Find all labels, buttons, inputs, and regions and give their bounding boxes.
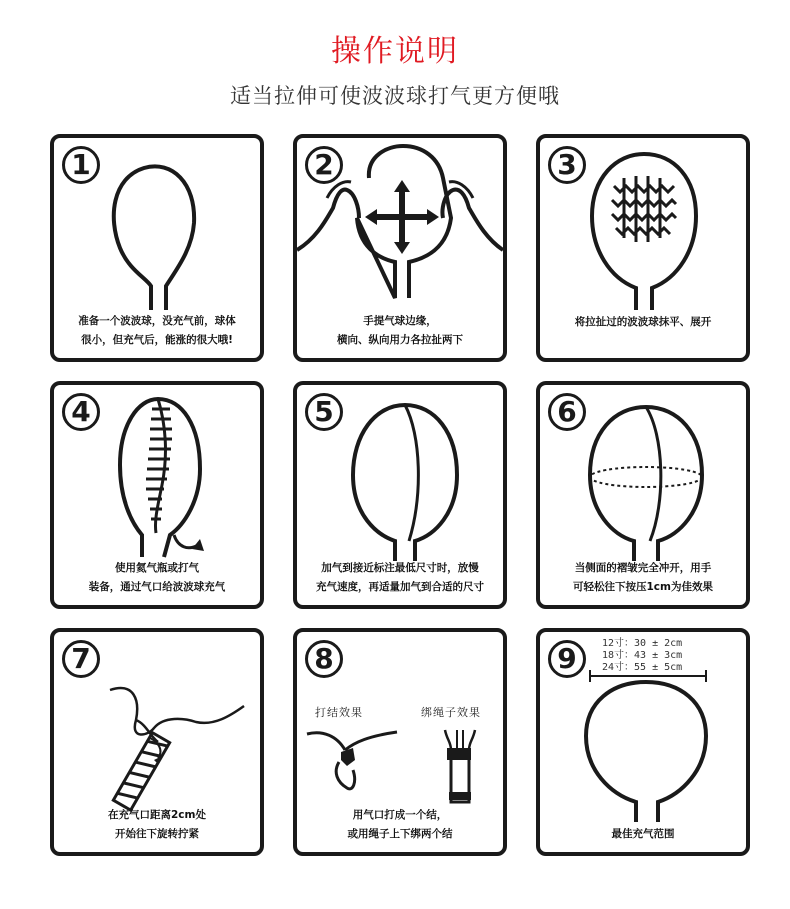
creases-pattern: [612, 176, 676, 242]
step-number-7: 7: [62, 640, 100, 678]
step-card-3: [536, 134, 750, 362]
page-title: 操作说明: [331, 34, 459, 69]
step-card-8: [293, 628, 507, 856]
step-card-5: [293, 381, 507, 609]
arrow-cross-icon: [365, 180, 439, 254]
rope-effect-label: 绑绳子效果: [421, 706, 481, 719]
step-card-2: [293, 134, 507, 362]
step-number-2: 2: [305, 146, 343, 184]
step-number-3: 3: [548, 146, 586, 184]
step-caption-6: 当侧面的褶皱完全冲开，用手 可轻松往下按压1cm为佳效果: [573, 562, 713, 593]
page-subtitle: 适当拉伸可使波波球打气更方便哦: [230, 84, 560, 108]
twisted-neck: [113, 733, 169, 811]
step-caption-1: 准备一个波波球，没充气前，球体 很小，但充气后，能涨的很大哦!: [78, 315, 236, 346]
step-number-5: 5: [305, 393, 343, 431]
step-caption-2: 手提气球边缘， 横向、纵向用力各拉扯两下: [337, 315, 463, 346]
step-card-4: [50, 381, 264, 609]
step-card-9: [536, 628, 750, 856]
step-caption-4: 使用氦气瓶或打气 装备，通过气口给波波球充气: [88, 562, 226, 593]
step-number-1: 1: [62, 146, 100, 184]
size-measurements: 12寸：30 ± 2cm 18寸：43 ± 3cm 24寸：55 ± 5cm: [602, 638, 683, 673]
knot-effect-label: 打结效果: [315, 706, 363, 719]
step-number-4: 4: [62, 393, 100, 431]
step-caption-9: 最佳充气范围: [611, 828, 675, 840]
steps-grid: [50, 134, 750, 864]
rotate-arrow-icon: [174, 535, 198, 548]
step-caption-7: 在充气口距离2cm处 开始往下旋转拧紧: [108, 809, 206, 840]
step-number-8: 8: [305, 640, 343, 678]
step-number-9: 9: [548, 640, 586, 678]
step-card-1: [50, 134, 264, 362]
step-caption-8: 用气口打成一个结， 或用绳子上下绑两个结: [347, 809, 453, 840]
step-number-6: 6: [548, 393, 586, 431]
step-caption-3: 将拉扯过的波波球抹平、展开: [574, 316, 712, 328]
step-card-6: [536, 381, 750, 609]
step-caption-5: 加气到接近标注最低尺寸时，放慢 充气速度，再适量加气到合适的尺寸: [316, 562, 484, 593]
step-card-7: [50, 628, 264, 856]
